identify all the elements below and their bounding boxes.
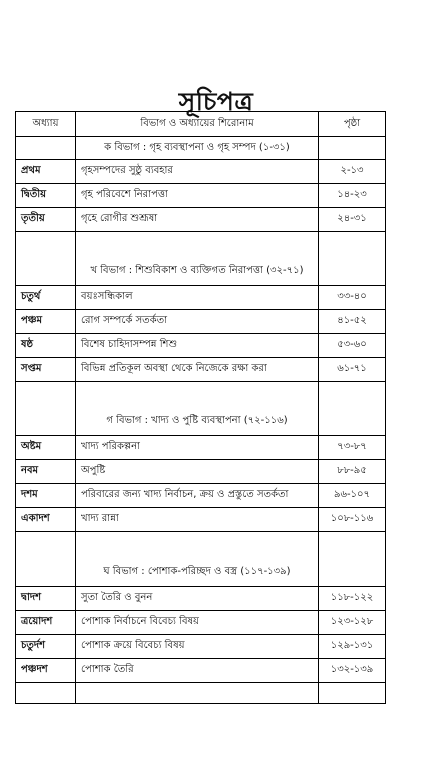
section-chapter-cell — [16, 532, 76, 587]
blank-cell — [16, 683, 76, 704]
title-cell: অপুষ্টি — [76, 460, 319, 484]
page-title: সূচিপত্র — [178, 87, 254, 116]
chapter-cell: চতুর্থ — [16, 286, 76, 310]
page-cell: ৫৩-৬০ — [319, 334, 386, 358]
table-row — [16, 436, 386, 460]
section-chapter-cell — [16, 137, 76, 160]
title-cell: গৃহ পরিবেশে নিরাপত্তা — [76, 184, 319, 208]
page-cell: ৬১-৭১ — [319, 358, 386, 382]
title-cell: পোশাক নির্বাচনে বিবেচ্য বিষয় — [76, 611, 319, 635]
chapter-cell: নবম — [16, 460, 76, 484]
section-page-cell — [319, 532, 386, 587]
title-cell: বয়ঃসন্ধিকাল — [76, 286, 319, 310]
title-cell: বিভিন্ন প্রতিকূল অবস্থা থেকে নিজেকে রক্ষা করা — [76, 358, 319, 382]
chapter-cell: পঞ্চদশ — [16, 659, 76, 683]
page-cell: ২-১৩ — [319, 160, 386, 184]
section-row — [16, 382, 386, 436]
page-cell: ১১৮-১২২ — [319, 587, 386, 611]
section-chapter-cell — [16, 232, 76, 286]
title-cell: রোগ সম্পর্কে সতর্কতা — [76, 310, 319, 334]
section-heading: গ বিভাগ : খাদ্য ও পুষ্টি ব্যবস্থাপনা (৭২-১১৬) — [76, 382, 319, 436]
page-cell: ২৪-৩১ — [319, 208, 386, 232]
title-cell: পোশাক ক্রয়ে বিবেচ্য বিষয় — [76, 635, 319, 659]
page-cell: ৯৬-১০৭ — [319, 484, 386, 508]
page-cell: ৪১-৫২ — [319, 310, 386, 334]
page-cell: ১২৯-১৩১ — [319, 635, 386, 659]
header-row — [16, 112, 386, 137]
chapter-cell: অষ্টম — [16, 436, 76, 460]
page-cell: ৩৩-৪০ — [319, 286, 386, 310]
table-row — [16, 508, 386, 532]
table-row — [16, 587, 386, 611]
page-cell: ৮৮-৯৫ — [319, 460, 386, 484]
table-row — [16, 659, 386, 683]
chapter-cell: একাদশ — [16, 508, 76, 532]
table-row — [16, 208, 386, 232]
chapter-cell: পঞ্চম — [16, 310, 76, 334]
header-chapter: অধ্যায় — [16, 112, 76, 137]
title-cell: খাদ্য পরিকল্পনা — [76, 436, 319, 460]
table-row — [16, 160, 386, 184]
title-cell: খাদ্য রান্না — [76, 508, 319, 532]
section-chapter-cell — [16, 382, 76, 436]
section-page-cell — [319, 382, 386, 436]
section-heading: ঘ বিভাগ : পোশাক-পরিচ্ছদ ও বস্ত্র (১১৭-১৩৯) — [76, 532, 319, 587]
table-row — [16, 358, 386, 382]
table-row — [16, 460, 386, 484]
section-heading: খ বিভাগ : শিশুবিকাশ ও ব্যক্তিগত নিরাপত্তা (৩২-৭১) — [76, 232, 319, 286]
table-row — [16, 635, 386, 659]
chapter-cell: দ্বিতীয় — [16, 184, 76, 208]
page-cell: ১০৮-১১৬ — [319, 508, 386, 532]
page-cell: ১৪-২৩ — [319, 184, 386, 208]
blank-row — [16, 683, 386, 704]
table-row — [16, 334, 386, 358]
table-row — [16, 484, 386, 508]
chapter-cell: সপ্তম — [16, 358, 76, 382]
section-row — [16, 532, 386, 587]
chapter-cell: তৃতীয় — [16, 208, 76, 232]
table-row — [16, 184, 386, 208]
page-cell: ১২৩-১২৮ — [319, 611, 386, 635]
title-cell: গৃহে রোগীর শুশ্রূষা — [76, 208, 319, 232]
table-row — [16, 286, 386, 310]
chapter-cell: চতুর্দশ — [16, 635, 76, 659]
blank-cell — [76, 683, 319, 704]
title-cell: পোশাক তৈরি — [76, 659, 319, 683]
title-cell: বিশেষ চাহিদাসম্পন্ন শিশু — [76, 334, 319, 358]
title-cell: পরিবারের জন্য খাদ্য নির্বাচন, ক্রয় ও প্রস্তুতে সতর্কতা — [76, 484, 319, 508]
section-row — [16, 232, 386, 286]
page-cell: ১৩২-১৩৯ — [319, 659, 386, 683]
chapter-cell: প্রথম — [16, 160, 76, 184]
table-row — [16, 310, 386, 334]
blank-cell — [319, 683, 386, 704]
chapter-cell: দ্বাদশ — [16, 587, 76, 611]
title-cell: সুতা তৈরি ও বুনন — [76, 587, 319, 611]
section-page-cell — [319, 232, 386, 286]
title-cell: গৃহসম্পদের সুষ্ঠু ব্যবহার — [76, 160, 319, 184]
chapter-cell: দশম — [16, 484, 76, 508]
section-row — [16, 137, 386, 160]
table-row — [16, 611, 386, 635]
page-cell: ৭৩-৮৭ — [319, 436, 386, 460]
header-pages: পৃষ্ঠা — [319, 112, 386, 137]
header-title: বিভাগ ও অধ্যায়ের শিরোনাম — [76, 112, 319, 137]
chapter-cell: ত্রয়োদশ — [16, 611, 76, 635]
contents-table — [15, 111, 386, 704]
chapter-cell: ষষ্ঠ — [16, 334, 76, 358]
section-heading: ক বিভাগ : গৃহ ব্যবস্থাপনা ও গৃহ সম্পদ (১-৩১) — [76, 137, 319, 160]
section-page-cell — [319, 137, 386, 160]
